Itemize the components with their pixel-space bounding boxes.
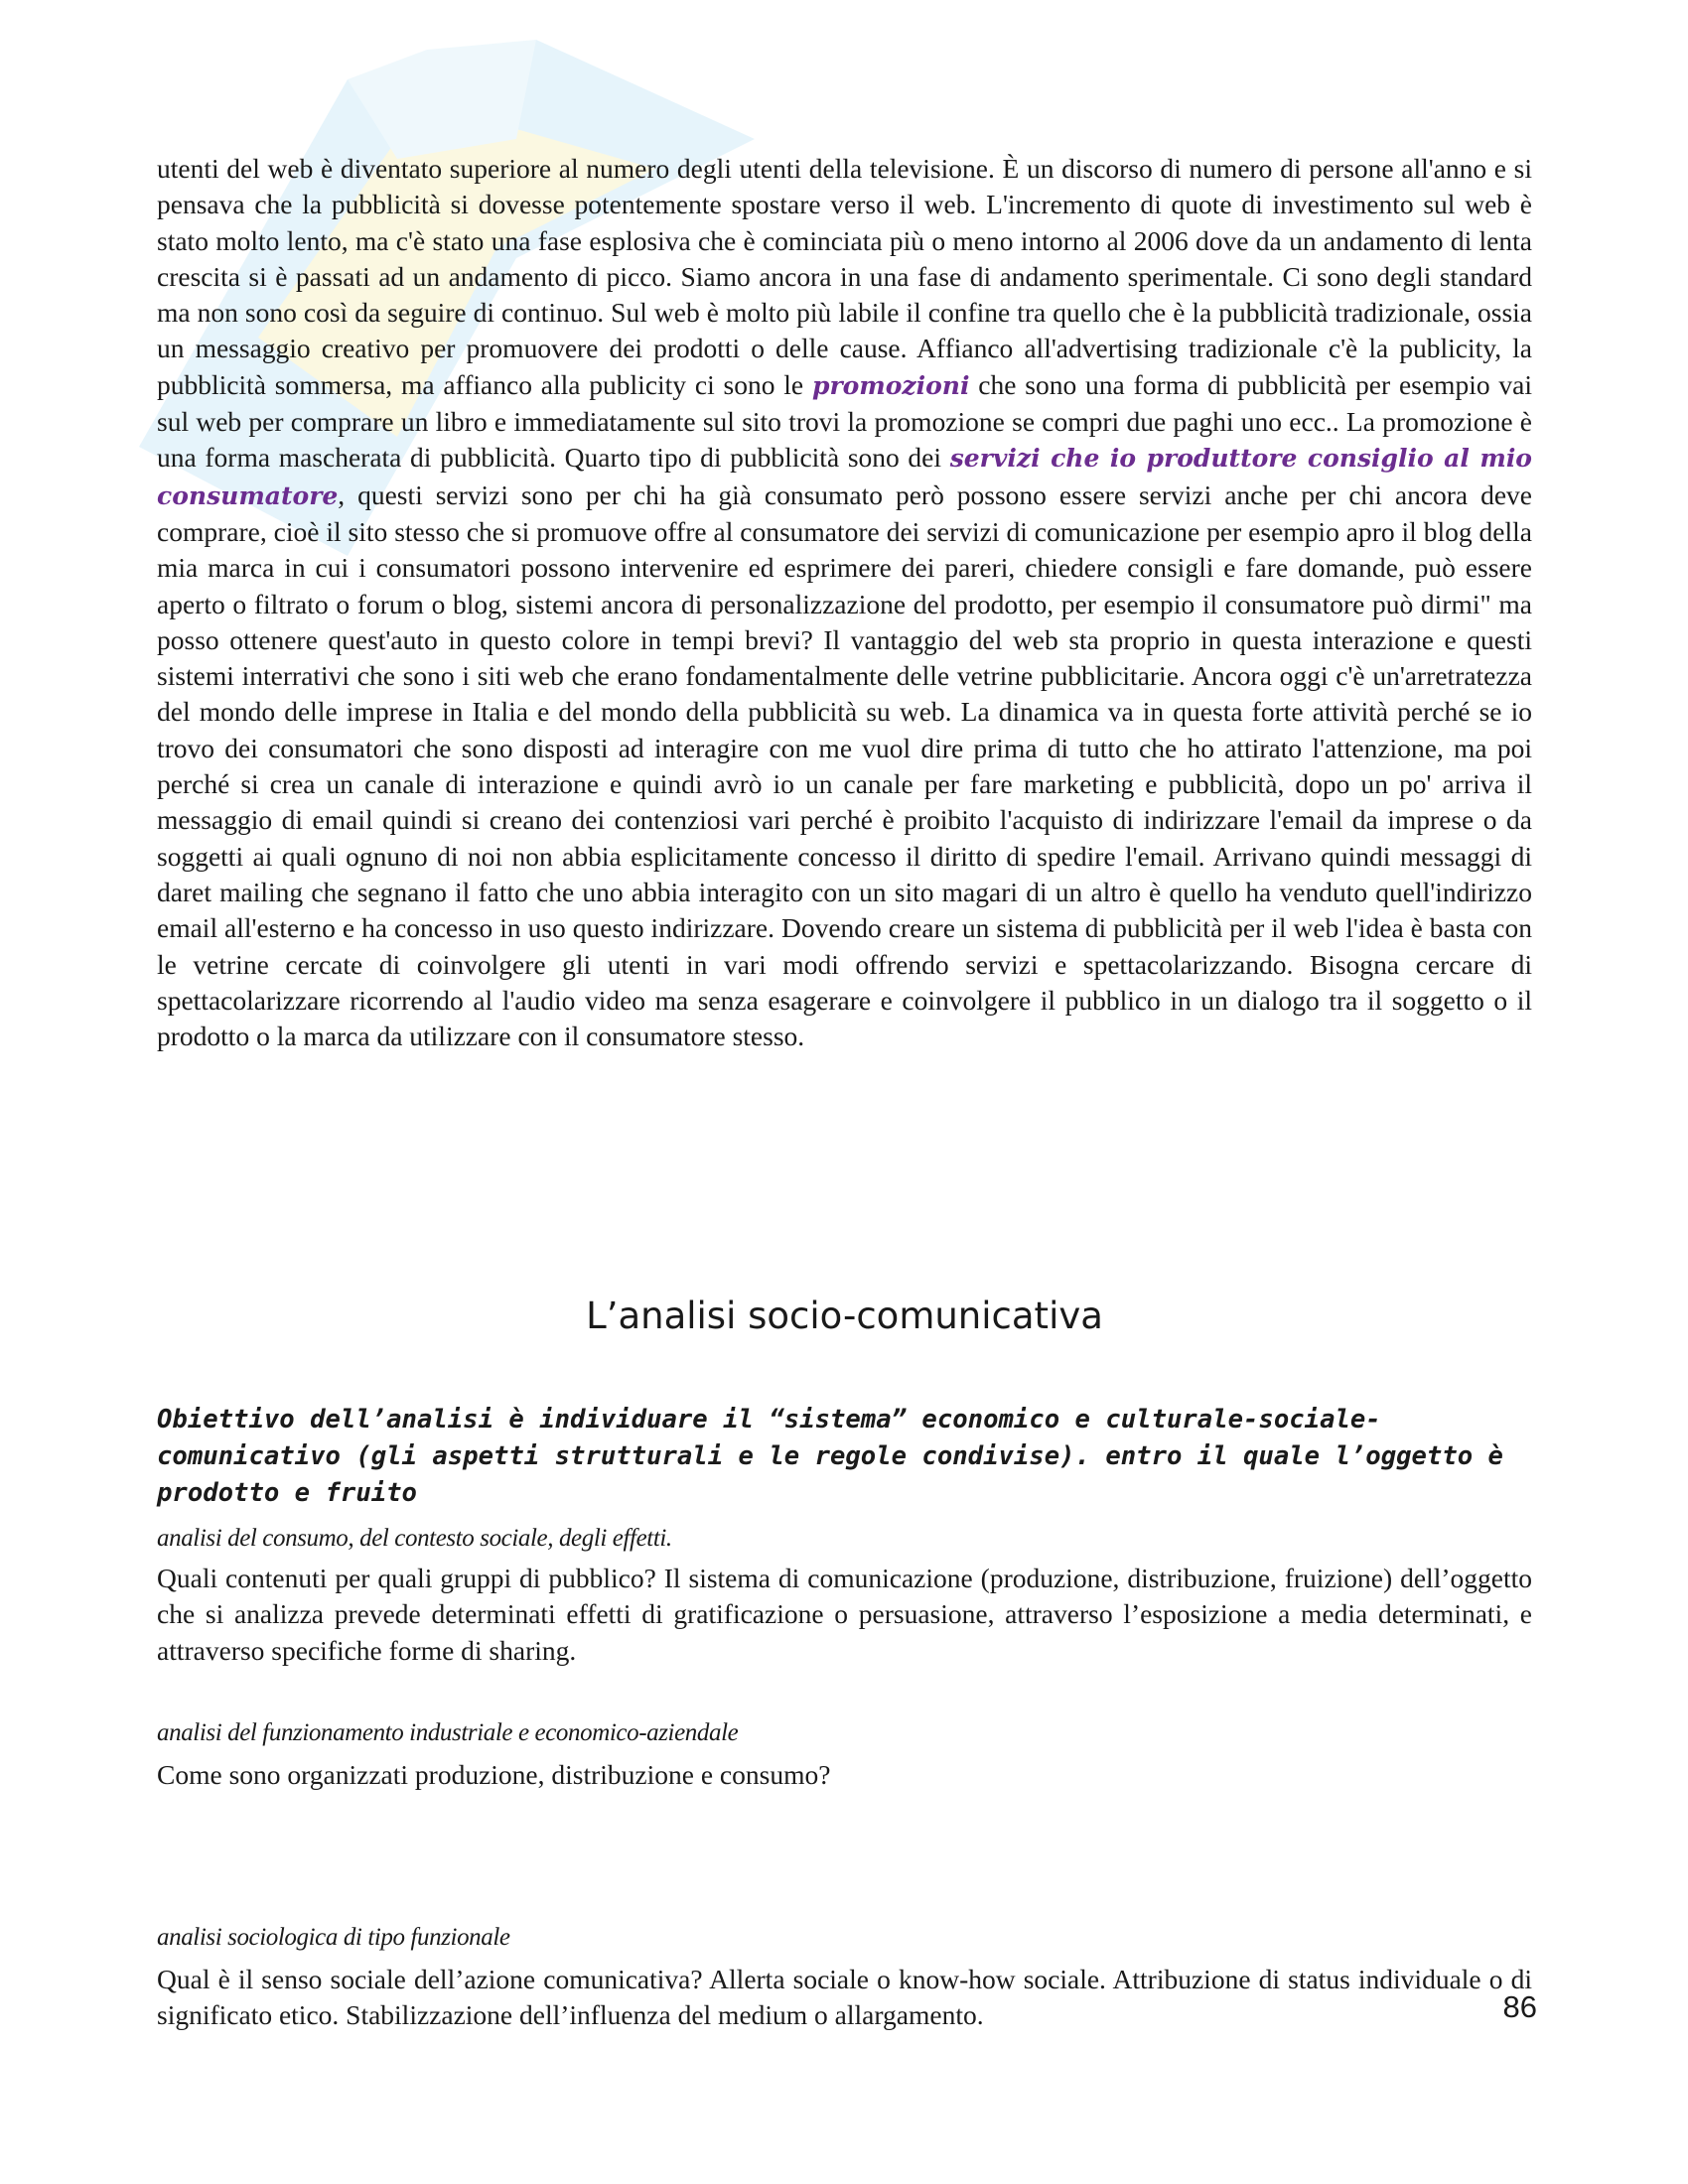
body-paragraph (157, 151, 1532, 1054)
section-objective: Obiettivo dell’analisi è individuare il “sistema” economico e culturale-sociale-comunicativo (gli aspetti strutturali e le regole condivise). entro il quale l’oggetto è prodotto e fruito (157, 1405, 1503, 1508)
section-title: L’analisi socio-comunicativa (586, 1295, 1103, 1337)
body-text-part1: utenti del web è diventato superiore al numero degli utenti della televisione. È un discorso di numero di persone all'anno e si pensava che la pubblicità si dovesse potentemente spostare verso il web. L'incremento di quote di investimento sul web è stato molto lento, ma c'è stato una fase esplosiva che è cominciata più o meno intorno al 2006 dove da un andamento di lenta crescita si è passati ad un andamento di picco. Siamo ancora in una fase di andamento sperimentale. Ci sono degli standard ma non sono così da seguire di continuo. Sul web è molto più labile il confine tra quello che è la pubblicità tradizionale, ossia un messaggio creativo per promuovere dei prodotti o delle cause. Affianco all'advertising tradizionale c'è la publicity, la pubblicità sommersa, ma affianco alla publicity ci sono le (157, 153, 1532, 400)
body-text-part3: , questi servizi sono per chi ha già consumato però possono essere servizi anche per chi ancora deve comprare, cioè il sito stesso che si promuove offre al consumatore dei servizi di comunicazione per esempio apro il blog della mia marca in cui i consumatori possono intervenire ed esprimere dei pareri, chiedere consigli e fare domande, può essere aperto o filtrato o forum o blog, sistemi ancora di personalizzazione del prodotto, per esempio il consumatore può dirmi" ma posso ottenere quest'auto in questo colore in tempi brevi? Il vantaggio del web sta proprio in questa interazione e questi sistemi interrativi che sono i siti web che erano fondamentalmente delle vetrine pubblicitarie. Ancora oggi c'è un'arretratezza del mondo delle imprese in Italia e del mondo della pubblicità su web. La dinamica va in questa forte attività perché se io trovo dei consumatori che sono disposti ad interagire con me vuol dire prima di tutto che ho attirato l'attenzione, ma poi perché si crea un canale di interazione e quindi avrò io un canale per fare marketing e pubblicità, dopo un po' arriva il messaggio di email quindi si creano dei contenziosi vari perché è proibito l'acquisto di indirizzare l'email da imprese o da soggetti ai quali ognuno di noi non abbia esplicitamente concesso il diritto di spedire l'email. Arrivano quindi messaggi di daret mailing che segnano il fatto che uno abbia interagito con un sito magari di un altro è quello ha venduto quell'indirizzo email all'esterno e ha concesso in uso questo indirizzare. Dovendo creare un sistema di pubblicità per il web l'idea è basta con le vetrine cercate di coinvolgere gli utenti in vari modi offrendo servizi e spettacolarizzando. Bisogna cercare di spettacolarizzare ricorrendo al l'audio video ma senza esagerare e coinvolgere il pubblico in un dialogo tra il soggetto o il prodotto o la marca da utilizzare con il consumatore stesso. (157, 478, 1532, 1052)
subsection-heading-industriale: analisi del funzionamento industriale e economico-aziendale (157, 1719, 739, 1746)
subsection-text-sociologica: Qual è il senso sociale dell’azione comunicativa? Allerta sociale o know-how sociale. Attribuzione di status individuale o di significato etico. Stabilizzazione dell’influenza del medium o allargamento. (157, 1964, 1532, 2031)
body-text-part2: che sono una forma di pubblicità per esempio vai sul web per comprare un libro e immediatamente sul sito trovi la promozione se compri due paghi uno ecc.. La promozione è una forma mascherata di pubblicità. Quarto tipo di pubblicità sono dei (157, 368, 1532, 474)
highlight-servizi: servizi che io produttore consiglio al mio consumatore (157, 444, 1532, 510)
subsection-text-consumo: Quali contenuti per quali gruppi di pubblico? Il sistema di comunicazione (produzione, distribuzione, fruizione) dell’oggetto che si analizza prevede determinati effetti di gratificazione o persuasione, attraverso l’esposizione a media determinati, e attraverso specifiche forme di sharing. (157, 1563, 1532, 1666)
subsection-heading-sociologica: analisi sociologica di tipo funzionale (157, 1924, 510, 1951)
highlight-promozioni: promozioni (811, 370, 970, 400)
subsection-text-industriale: Come sono organizzati produzione, distribuzione e consumo? (157, 1759, 831, 1790)
subsection-heading-consumo: analisi del consumo, del contesto sociale, degli effetti. (157, 1525, 672, 1552)
page-number: 86 (1502, 1989, 1537, 2024)
